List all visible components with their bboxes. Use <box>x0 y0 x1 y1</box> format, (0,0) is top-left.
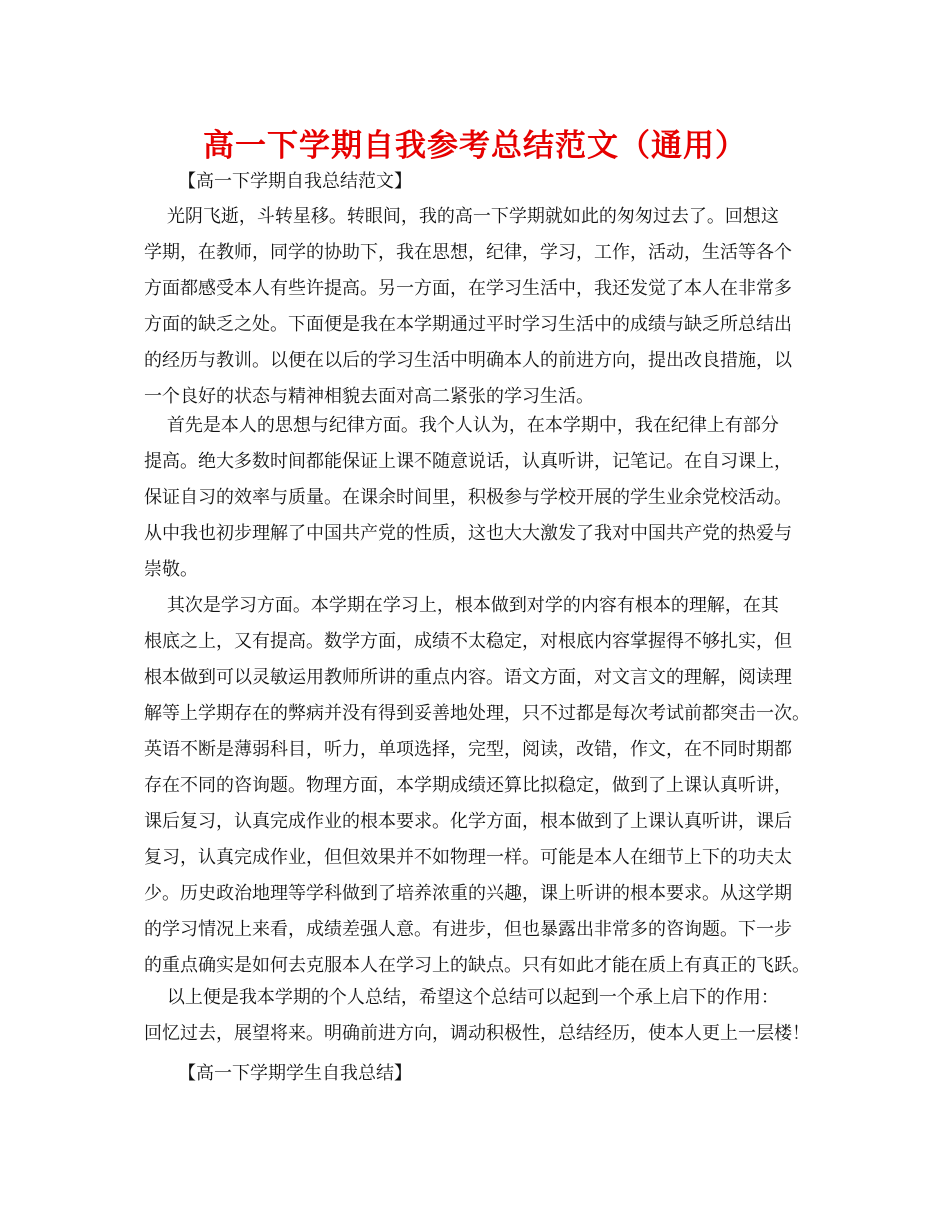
paragraph-study: 其次是学习方面。本学期在学习上，根本做到对学的内容有根本的理解，在其 根底之上，又有提高。数学方面，成绩不太稳定，对根底内容掌握得不够扎实，但 根本做到可以灵敏运用教师所讲的重点内容。语文方面，对文言文的理解，阅读理 解等上学期存在的弊病并没有得到妥善地处理，只不过都是每次考试前都突击一次。 英语不断是薄弱科目，听力，单项选择，完型，阅读，改错，作文，在不同时期都 存在不同的咨询题。物理方面，本学期成绩还算比拟稳定，做到了上课认真听讲， 课后复习，认真完成作业的根本要求。化学方面，根本做到了上课认真听讲，课后 复习，认真完成作业，但但效果并不如物理一样。可能是本人在细节上下的功夫太 少。历史政治地理等学科做到了培养浓重的兴趣，课上听讲的根本要求。从这学期 的学习情况上来看，成绩差强人意。有进步，但也暴露出非常多的咨询题。下一步 的重点确实是如何去克服本人在学习上的缺点。只有如此才能在质上有真正的飞跃。 <box>144 595 810 976</box>
paragraph-conclusion: 以上便是我本学期的个人总结，希望这个总结可以起到一个承上启下的作用： 回忆过去，展望将来。明确前进方向，调动积极性，总结经历，使本人更上一层楼！ <box>144 987 810 1044</box>
paragraph-introduction: 光阴飞逝，斗转星移。转眼间，我的高一下学期就如此的匆匆过去了。回想这 学期，在教师，同学的协助下，我在思想，纪律，学习，工作，活动，生活等各个 方面都感受本人有些许提高。另一方面，在学习生活中，我还发觉了本人在非常多 方面的缺乏之处。下面便是我在本学期通过平时学习生活中的成绩与缺乏所总结出 的经历与教训。以便在以后的学习生活中明确本人的前进方向，提出改良措施，以 一个良好的状态与精神相貌去面对高二紧张的学习生活。 <box>144 206 792 407</box>
section-heading-student-summary: 【高一下学期学生自我总结】 <box>178 1063 412 1084</box>
paragraph-thought-discipline: 首先是本人的思想与纪律方面。我个人认为，在本学期中，我在纪律上有部分 提高。绝大多数时间都能保证上课不随意说话，认真听讲，记笔记。在自习课上， 保证自习的效率与质量。在课余时间里，积极参与学校开展的学生业余党校活动。 从中我也初步理解了中国共产党的性质，这也大大激发了我对中国共产党的热爱与 崇敬。 <box>144 415 792 580</box>
section-heading-self-summary: 【高一下学期自我总结范文】 <box>178 171 412 192</box>
document-title: 高一下学期自我参考总结范文（通用） <box>203 128 747 164</box>
